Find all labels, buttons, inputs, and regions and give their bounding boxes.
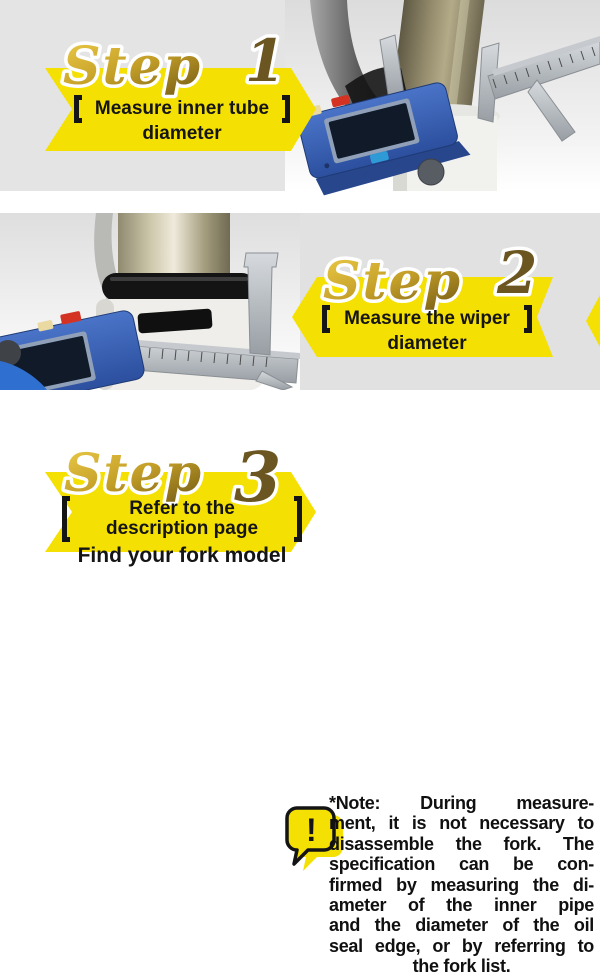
photo-step2-caliper-on-wiper (0, 213, 300, 390)
left-bracket-icon (74, 95, 82, 123)
step1-logo (55, 22, 315, 102)
thumb-wheel (418, 159, 444, 185)
step1-number: 1 (245, 27, 286, 95)
note-line: and the diameter of the oil (329, 915, 594, 936)
note-line: ment, it is not necessary to (329, 813, 594, 834)
decorative-arrow-tip (586, 295, 600, 347)
step3-caption-line2: description page (105, 518, 259, 539)
note-line: firmed by measuring the di- (329, 874, 594, 895)
step3-number: 3 (234, 438, 282, 518)
right-bracket-icon (282, 95, 290, 123)
note-line: ameter of the inner pipe (329, 895, 594, 916)
note-line: the fork list. (412, 956, 511, 977)
step1-section (0, 0, 600, 191)
step2-caption (322, 305, 532, 354)
left-bracket-icon (62, 496, 70, 542)
photo-step1-caliper-on-inner-tube (285, 0, 600, 191)
step3-caption-line1: Refer to the (129, 497, 235, 519)
right-bracket-icon (524, 305, 532, 333)
exclamation-glyph: ! (306, 812, 317, 848)
step3-caption-line3: Find your fork model (77, 544, 287, 567)
wiper-highlight (110, 277, 248, 281)
step2-word: Step (323, 251, 463, 312)
note-line: seal edge, or by referring to (329, 935, 594, 956)
step1-caption-line1: Measure inner tube (94, 97, 270, 119)
note-line: disassemble the fork. The (329, 833, 594, 854)
note-line: *Note: During measure- (329, 793, 594, 813)
step2-number: 2 (497, 239, 538, 307)
step3-caption (62, 496, 302, 568)
step2-caption-line1: Measure the wiper (344, 307, 510, 329)
step1-word: Step (63, 36, 203, 97)
step2-section (0, 213, 600, 390)
step1-caption (74, 95, 290, 144)
step3-word: Step (64, 443, 204, 504)
note-text-block (329, 793, 594, 977)
left-bracket-icon (322, 305, 330, 333)
step2-caption-line2: diameter (387, 333, 467, 354)
right-bracket-icon (294, 496, 302, 542)
step1-caption-line2: diameter (142, 123, 222, 144)
note-line: specification can be con- (329, 854, 594, 875)
step3-section (0, 390, 600, 977)
